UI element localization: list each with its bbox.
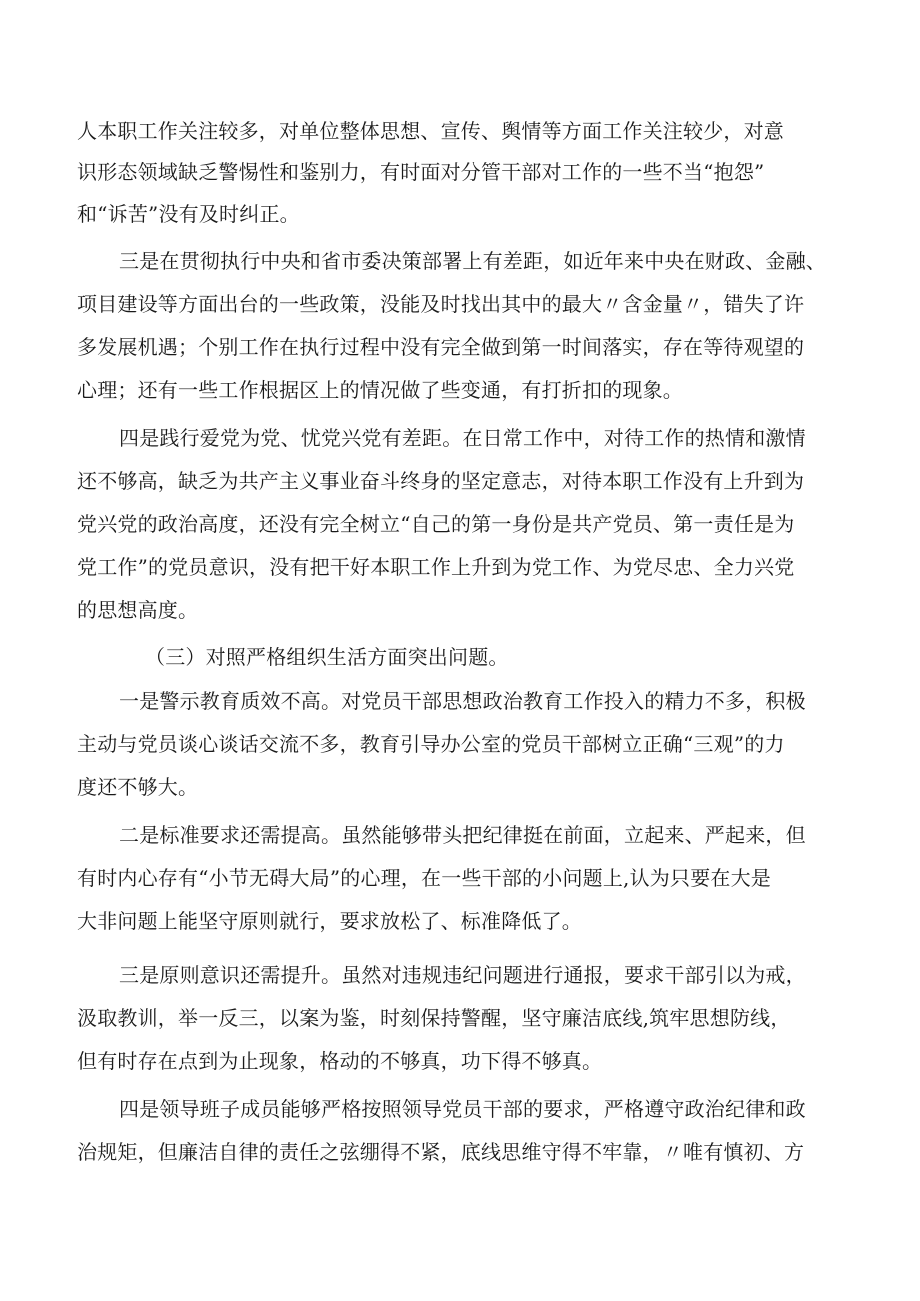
text-line-22: 但有时存在点到为止现象，格动的不够真，功下得不够真。: [77, 1049, 603, 1073]
text-line-8: 四是践行爱党为党、忧党兴党有差距。在日常工作中，对待工作的热情和激情: [119, 426, 806, 450]
text-line-1: 人本职工作关注较多，对单位整体思想、宣传、舆情等方面工作关注较少，对意: [77, 119, 784, 143]
text-line-19: 大非问题上能坚守原则就行，要求放松了、标准降低了。: [77, 909, 582, 933]
text-line-9: 还不够高，缺乏为共产主义事业奋斗终身的坚定意志，对待本职工作没有上升到为: [77, 469, 805, 493]
text-line-6: 多发展机遇；个别工作在执行过程中没有完全做到第一时间落实，存在等待观望的: [77, 335, 805, 359]
text-line-23: 四是领导班子成员能够严格按照领导党员干部的要求，严格遵守政治纪律和政: [119, 1097, 806, 1121]
text-line-21: 汲取教训，举一反三，以案为鉴，时刻保持警醒，坚守廉洁底线,筑牢思想防线，: [77, 1006, 791, 1030]
text-line-18: 有时内心存有“小节无碍大局”的心理，在一些干部的小问题上,认为只要在大是: [77, 866, 772, 890]
text-line-7: 心理；还有一些工作根据区上的情况做了些变通，有打折扣的现象。: [77, 378, 683, 402]
text-line-5: 项目建设等方面出台的一些政策，没能及时找出其中的最大〃含金量〃，错失了许: [77, 292, 805, 316]
text-line-24: 治规矩，但廉洁自律的责任之弦绷得不紧，底线思维守得不牢靠，〃唯有慎初、方: [77, 1140, 805, 1164]
text-line-3: 和“诉苦”没有及时纠正。: [77, 202, 300, 226]
text-line-20: 三是原则意识还需提升。虽然对违规违纪问题进行通报，要求干部引以为戒，: [119, 963, 806, 987]
text-line-10: 党兴党的政治高度，还没有完全树立“自己的第一身份是共产党员、第一责任是为: [77, 512, 795, 536]
text-line-12: 的思想高度。: [77, 598, 199, 622]
section-heading: （三）对照严格组织生活方面突出问题。: [145, 645, 509, 669]
text-line-14: 一是警示教育质效不高。对党员干部思想政治教育工作投入的精力不多，积极: [119, 689, 806, 713]
text-line-2: 识形态领域缺乏警惕性和鉴别力，有时面对分管干部对工作的一些不当“抱怨”: [77, 160, 765, 184]
text-line-17: 二是标准要求还需提高。虽然能够带头把纪律挺在前面，立起来、严起来，但: [119, 823, 806, 847]
text-line-16: 度还不够大。: [77, 775, 199, 799]
text-line-15: 主动与党员谈心谈话交流不多，教育引导办公室的党员干部树立正确“三观”的力: [77, 732, 785, 756]
text-line-11: 党工作”的党员意识，没有把干好本职工作上升到为党工作、为党尽忠、全力兴党: [77, 555, 795, 579]
text-line-4: 三是在贯彻执行中央和省市委决策部署上有差距，如近年来中央在财政、金融、: [119, 249, 826, 273]
